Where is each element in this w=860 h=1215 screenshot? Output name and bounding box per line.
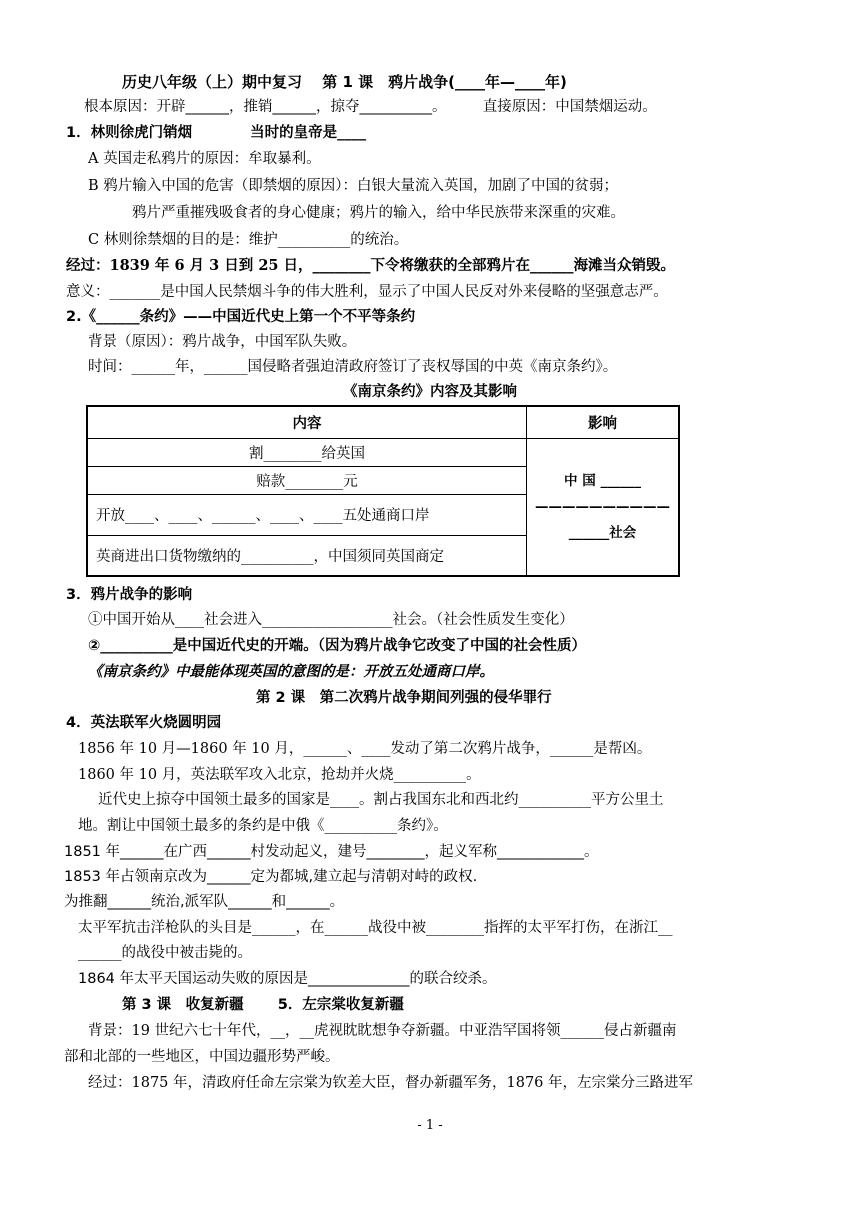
section-2-heading: 2.《______条约》——中国近代史上第一个不平等条约 [66, 309, 416, 325]
time-line: 时间：______年，______国侵略者强迫清政府签订了丧权辱国的中英《南京条约》。 [88, 359, 618, 375]
section-3-heading: 3．鸦片战争的影响 [66, 587, 193, 603]
lesson-2-title: 第 2 课 第二次鸦片战争期间列强的侵华罪行 [256, 690, 552, 706]
l2-line-8: 太平军抗击洋枪队的头目是______，在______战役中被________指挥的太平军打伤，在浙江__ [78, 920, 673, 936]
impact-line: —————————— [535, 499, 670, 516]
xinjiang-background-2: 部和北部的一些地区，中国边疆形势严峻。 [64, 1049, 340, 1065]
table-header-content: 内容 [87, 406, 527, 439]
l2-line-5: 1851 年______在广西______村发动起义，建号________，起义军称____________。 [64, 844, 599, 860]
table-row: 开放____、____、______、____、____五处通商口岸 [87, 495, 527, 535]
impact-cell [527, 439, 680, 576]
section-4-heading: 4．英法联军火烧圆明园 [66, 715, 222, 731]
table-header-impact: 影响 [527, 406, 680, 439]
point-c: C 林则徐禁烟的目的是：维护__________的统治。 [88, 232, 409, 248]
point-b-line2: 鸦片严重摧残吸食者的身心健康；鸦片的输入，给中华民族带来深重的灾难。 [132, 205, 625, 221]
l2-line-10: 1864 年太平天国运动失败的原因是______________的联合绞杀。 [78, 971, 497, 987]
impact-point-1: ①中国开始从____社会进入__________________社会。（社会性质发生变化） [88, 612, 574, 628]
process-line: 经过：1839 年 6 月 3 日到 25 日，________下令将缴获的全部鸦片在______海滩当众销毁。 [66, 257, 676, 274]
l2-line-1: 1856 年 10 月—1860 年 10 月，______、____发动了第二次鸦片战争，______是帮凶。 [78, 741, 652, 757]
point-b-line1: B 鸦片输入中国的危害（即禁烟的原因）：白银大量流入英国，加剧了中国的贫弱； [88, 178, 619, 194]
meaning-line: 意义：_______是中国人民禁烟斗争的伟大胜利，显示了中国人民反对外来侵略的坚强意志严。 [66, 284, 668, 300]
page-number: - 1 - [417, 1118, 443, 1133]
l2-line-9: ______的战役中被击毙的。 [78, 945, 252, 961]
lesson-3-title: 第 3 课 收复新疆 5．左宗棠收复新疆 [122, 997, 404, 1013]
impact-line: 中 国 ______ [564, 473, 641, 490]
impact-point-3: 《南京条约》中最能体现英国的意图的是：开放五处通商口岸。 [88, 664, 494, 680]
table-title: 《南京条约》内容及其影响 [343, 383, 517, 400]
l2-line-7: 为推翻______统治,派军队______和______。 [64, 894, 345, 910]
impact-line: ______社会 [568, 525, 637, 542]
page-title: 历史八年级（上）期中复习 第 1 课 鸦片战争(____年—____年) [122, 73, 567, 91]
xinjiang-background-1: 背景：19 世纪六七十年代，__，__虎视眈眈想争夺新疆。中亚浩罕国将领______侵占新疆南 [88, 1023, 677, 1039]
l2-line-6: 1853 年占领南京改为______定为都城,建立起与清朝对峙的政权. [64, 869, 478, 885]
impact-point-2: ②__________是中国近代史的开端。（因为鸦片战争它改变了中国的社会性质） [88, 638, 587, 654]
l2-line-2: 1860 年 10 月，英法联军攻入北京，抢劫并火烧__________。 [78, 767, 481, 783]
causes-line: 根本原因：开辟______，推销______，掠夺__________。 直接原因：中国禁烟运动。 [84, 99, 657, 115]
treaty-table [86, 405, 680, 577]
point-a: A 英国走私鸦片的原因：牟取暴利。 [88, 151, 321, 167]
xinjiang-process: 经过：1875 年，清政府任命左宗棠为钦差大臣，督办新疆军务，1876 年，左宗棠分三路进军 [88, 1075, 694, 1091]
table-row: 割________给英国 [87, 439, 527, 467]
l2-line-3: 近代史上掠夺中国领土最多的国家是____。割占我国东北和西北约__________平方公里土 [98, 792, 664, 808]
section-1-heading: 1．林则徐虎门销烟 当时的皇帝是____ [66, 125, 367, 141]
table-row: 赔款________元 [87, 467, 527, 495]
table-row: 英商进出口货物缴纳的__________，中国须同英国商定 [87, 535, 527, 576]
l2-line-4: 地。割让中国领土最多的条约是中俄《__________条约》。 [78, 818, 448, 834]
background-line: 背景（原因）：鸦片战争，中国军队失败。 [88, 334, 357, 350]
